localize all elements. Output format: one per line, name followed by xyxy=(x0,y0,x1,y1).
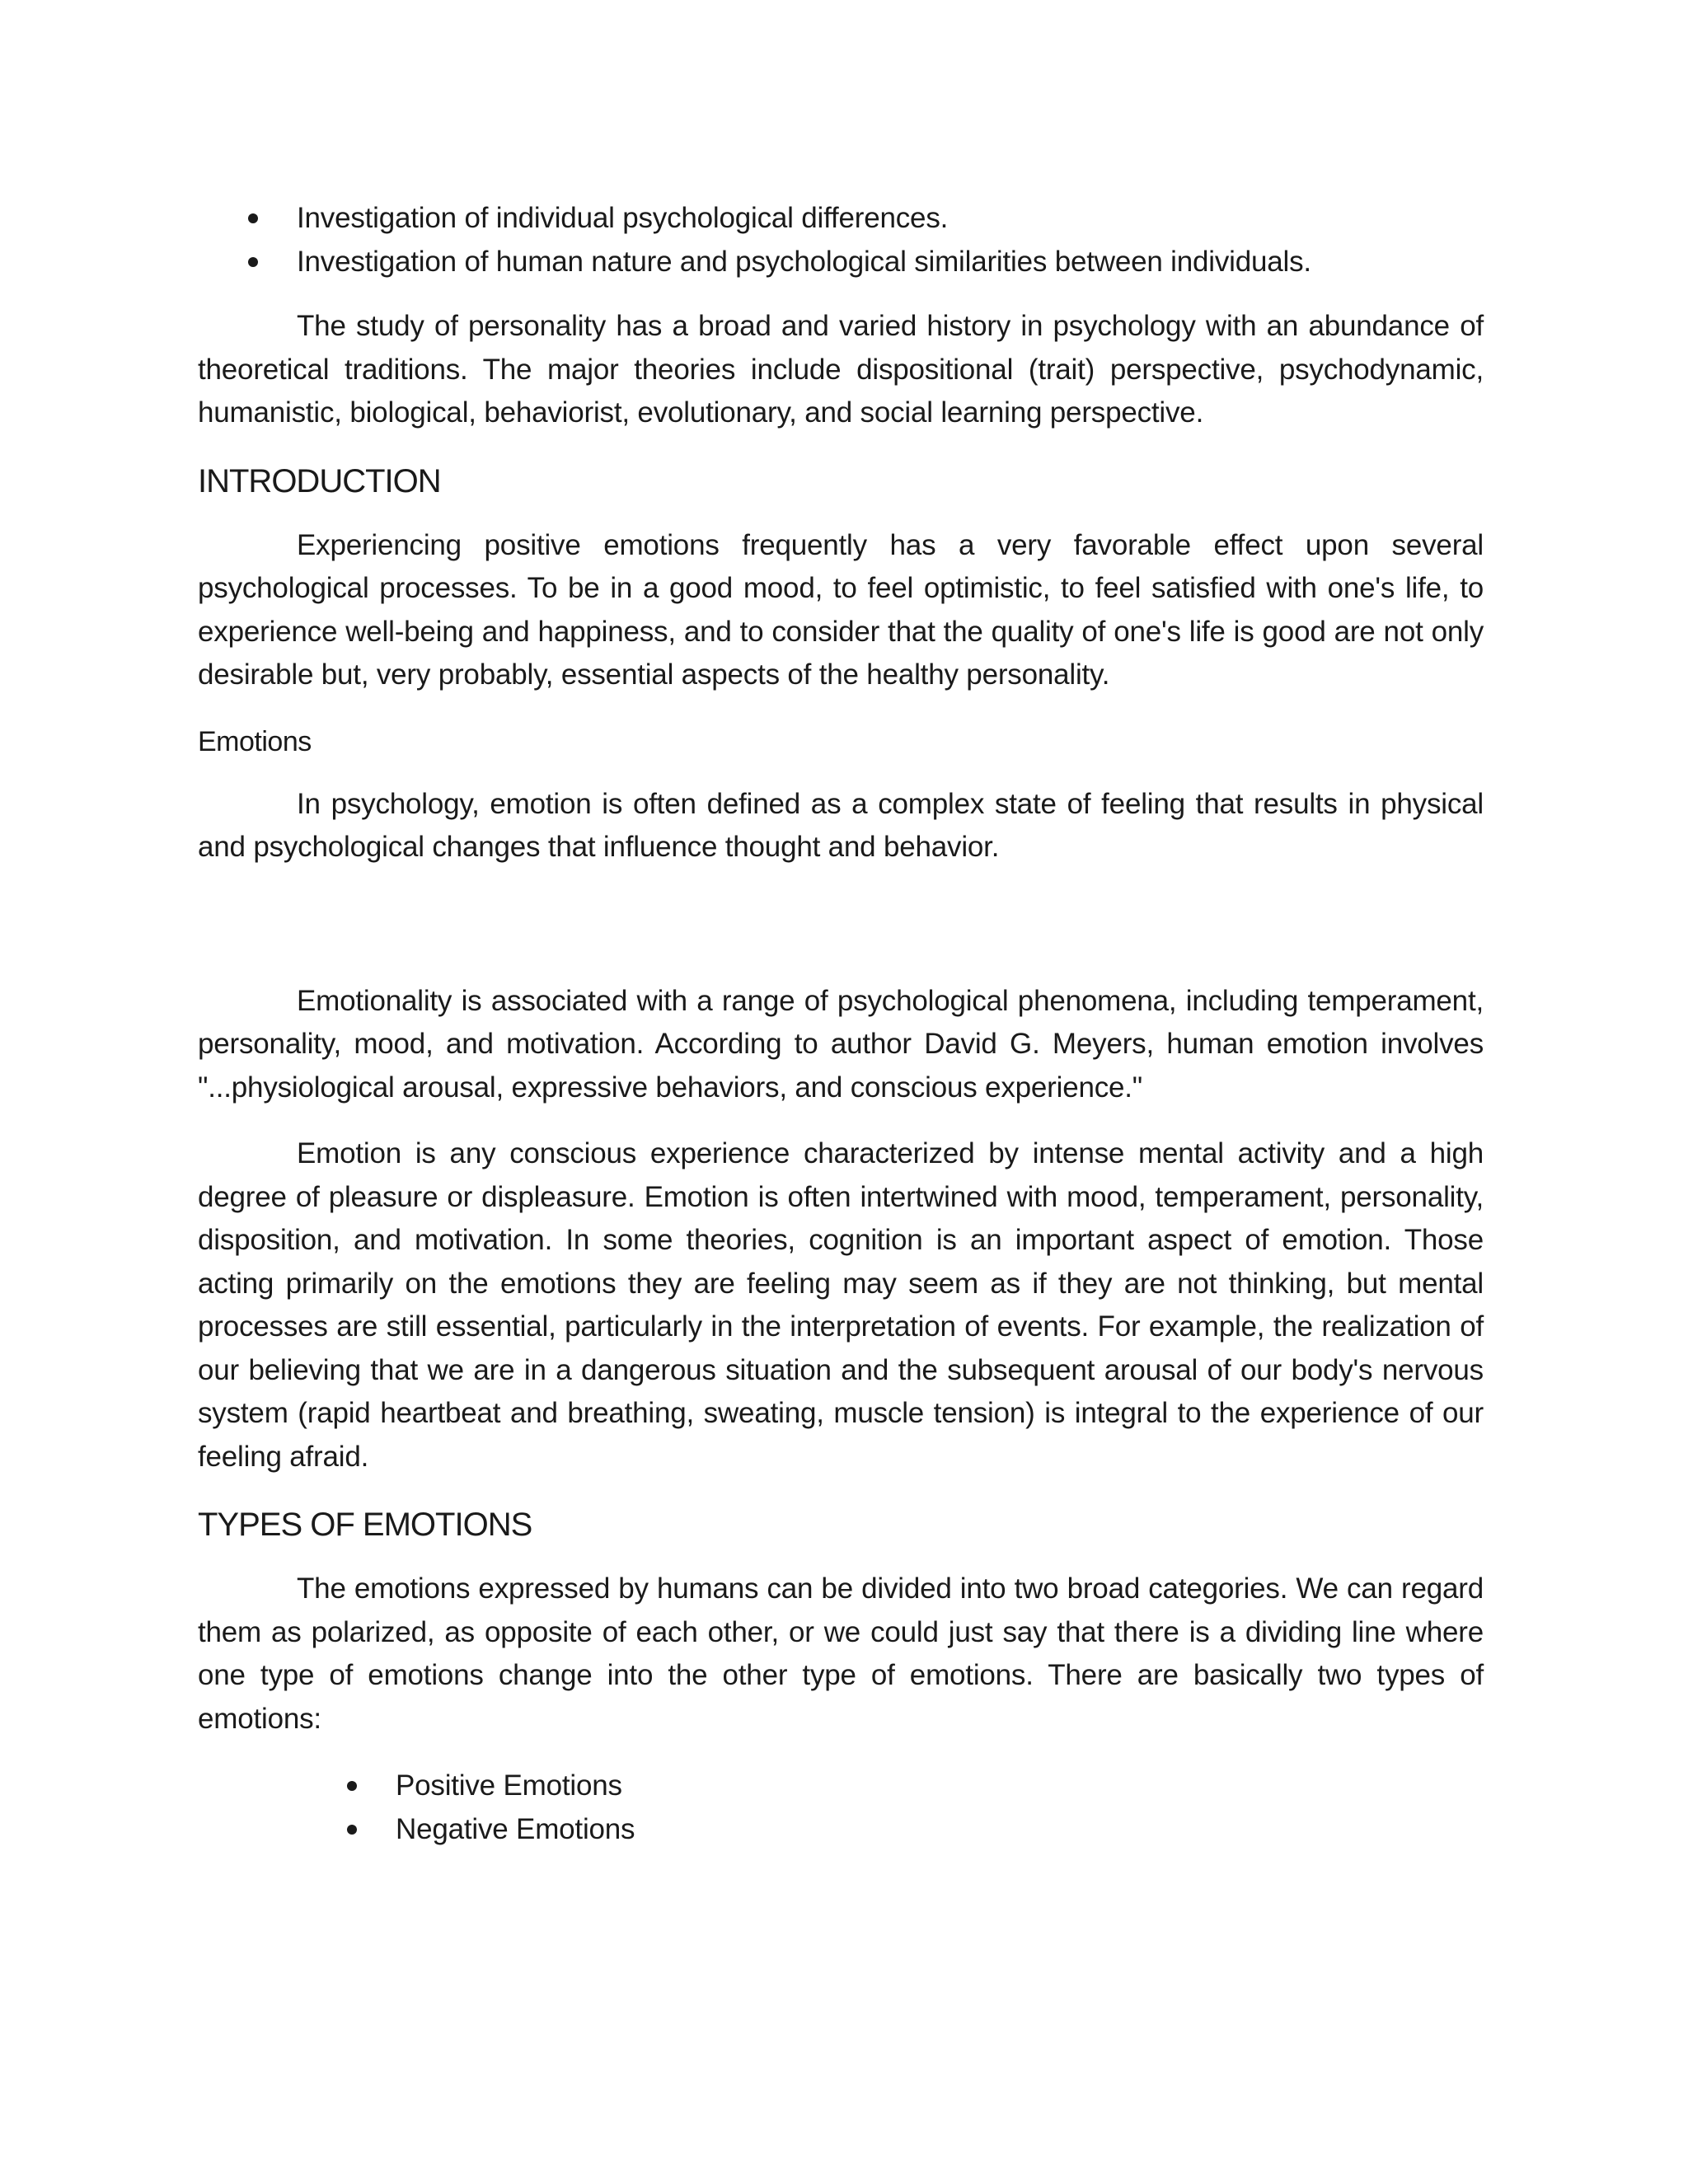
list-item xyxy=(198,196,1484,240)
heading-introduction: INTRODUCTION xyxy=(198,462,441,499)
blank-gap xyxy=(198,893,1484,980)
list-item-text: Investigation of individual psychological differences. xyxy=(297,202,949,234)
list-item-text: Investigation of human nature and psychological similarities between individuals. xyxy=(297,246,1311,278)
list-item xyxy=(198,1764,1484,1807)
paragraph-introduction: Experiencing positive emotions frequently has a very favorable effect upon several psychological processes. To be in a good mood, to feel optimistic, to feel satisfied with one's life, to experience well-being and happiness, and to consider that the quality of one's life is good are not only desirable but, very probably, essential aspects of the healthy personality. xyxy=(198,528,1484,691)
list-item-text: Negative Emotions xyxy=(396,1813,635,1845)
list-item xyxy=(198,1807,1484,1851)
paragraph-emotion-experience: Emotion is any conscious experience characterized by intense mental activity and a high degree of pleasure or displeasure. Emotion is often intertwined with mood, temperament, personality, disposition, and motivation. In some theories, cognition is an important aspect of emotion. Those acting primarily on the emotions they are feeling may seem as if they are not thinking, but mental processes are still essential, particularly in the interpretation of events. For example, the realization of our believing that we are in a dangerous situation and the subsequent arousal of our body's nervous system (rapid heartbeat and breathing, sweating, muscle tension) is integral to the experience of our feeling afraid. xyxy=(198,1137,1484,1473)
list-item-text: Positive Emotions xyxy=(396,1769,622,1802)
paragraph-emotion-definition: In psychology, emotion is often defined as a complex state of feeling that results in physical and psychological changes that influence thought and behavior. xyxy=(198,787,1484,863)
heading-types-of-emotions: TYPES OF EMOTIONS xyxy=(198,1507,532,1543)
bullet-icon xyxy=(347,1781,357,1791)
paragraph-types: The emotions expressed by humans can be divided into two broad categories. We can regard them as polarized, as opposite of each other, or we could just say that there is a dividing line where one type of emotions change into the other type of emotions. There are basically two types of emotions: xyxy=(198,1572,1484,1735)
research-focus-list xyxy=(198,196,1484,284)
list-item xyxy=(198,240,1484,284)
document-page xyxy=(198,196,1484,1851)
bullet-icon xyxy=(347,1825,357,1835)
paragraph-emotionality: Emotionality is associated with a range of psychological phenomena, including temperament, personality, mood, and motivation. According to author David G. Meyers, human emotion involves "...physiological arousal, expressive behaviors, and conscious experience." xyxy=(198,984,1484,1104)
bullet-icon xyxy=(248,257,258,267)
subheading-emotions: Emotions xyxy=(198,725,312,757)
bullet-icon xyxy=(248,213,258,223)
emotion-types-list xyxy=(198,1764,1484,1851)
paragraph-history: The study of personality has a broad and varied history in psychology with an abundance of theoretical traditions. The major theories include dispositional (trait) perspective, psychodynamic, humanistic, biological, behaviorist, evolutionary, and social learning perspective. xyxy=(198,310,1484,429)
